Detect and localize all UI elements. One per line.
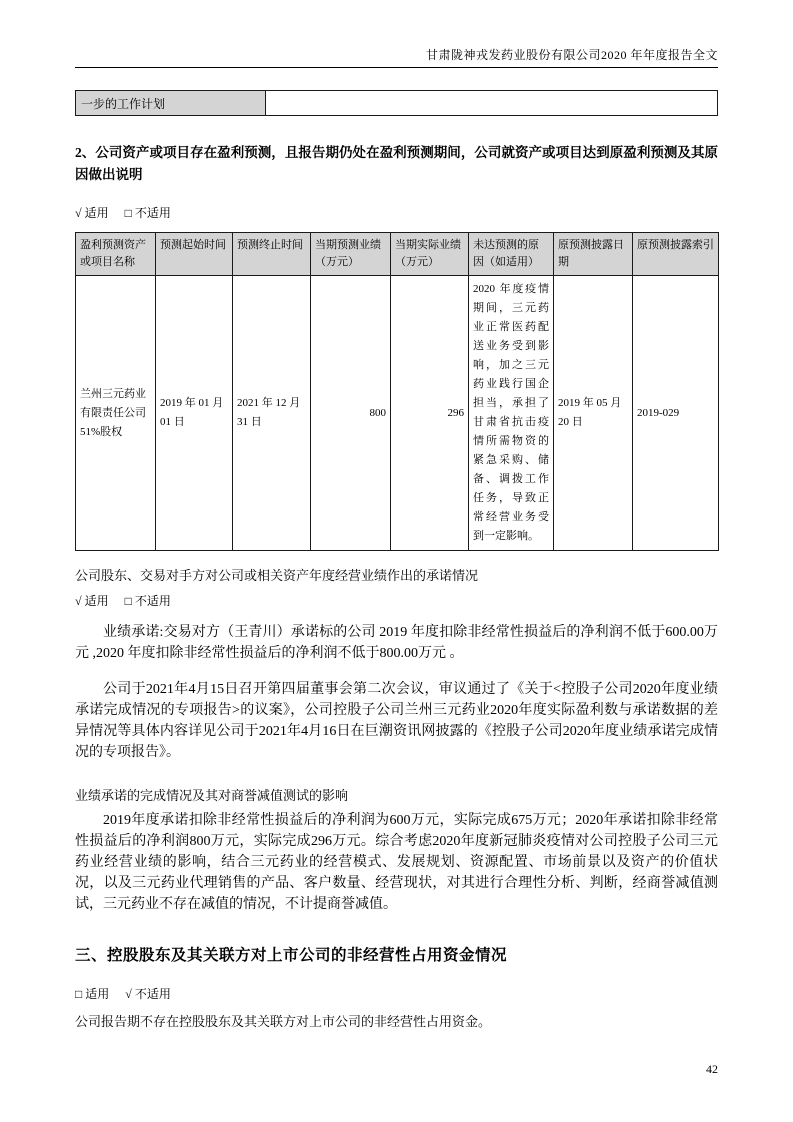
col-header-end-date: 预测终止时间 [233, 233, 311, 276]
actual-value-cell: 296 [391, 276, 469, 551]
col-header-asset: 盈利预测资产或项目名称 [76, 233, 156, 276]
page-content [75, 0, 718, 1030]
col-header-reason: 未达预测的原因（如适用） [469, 233, 554, 276]
col-header-start-date: 预测起始时间 [156, 233, 233, 276]
previous-section-table [75, 90, 718, 116]
not-applicable-checked-option: √ 不适用 [125, 987, 171, 1001]
col-header-disclosure-date: 原预测披露日期 [554, 233, 633, 276]
section-2-applicability [75, 204, 718, 221]
section-2-heading: 2、公司资产或项目存在盈利预测，且报告期仍处在盈利预测期间，公司就资产或项目达到原盈利预测及其原因做出说明 [75, 145, 718, 182]
profit-forecast-table [75, 232, 719, 551]
section-3-body: 公司报告期不存在控股股东及其关联方对上市公司的非经营性占用资金。 [75, 1014, 492, 1029]
prev-table-value-cell [266, 91, 718, 116]
commitment-para-2: 公司于2021年4月15日召开第四届董事会第二次会议，审议通过了《关于<控股子公司2020年度业绩承诺完成情况的专项报告>的议案》，公司控股子公司兰州三元药业2020年度实际盈利数与承诺数据的差异情况等具体内容详见公司于2021年4月16日在巨潮资讯网披露的《控股子公司2020年度业绩承诺完成情况的专项报告》。 [75, 682, 718, 760]
document-title: 甘肃陇神戎发药业股份有限公司2020 年年度报告全文 [425, 48, 718, 62]
table-row [76, 91, 718, 116]
prev-table-label-cell: 一步的工作计划 [76, 91, 266, 116]
section-3-heading: 三、控股股东及其关联方对上市公司的非经营性占用资金情况 [75, 947, 508, 964]
col-header-actual: 当期实际业绩（万元） [391, 233, 469, 276]
goodwill-para: 2019年度承诺扣除非经常性损益后的净利润为600万元，实际完成675万元；2020年承诺扣除非经常性损益后的净利润800万元，实际完成296万元。综合考虑2020年度新冠肺炎疫情对公司控股子公司三元药业经营业绩的影响，结合三元药业的经营模式、发展规划、资源配置、市场前景以及资产的价值状况，以及三元药业代理销售的产品、客户数量、经营现状，对其进行合理性分析、判断，经商誉减值测试，三元药业不存在减值的情况，不计提商誉减值。 [75, 813, 718, 912]
not-applicable-option: □ 不适用 [124, 594, 171, 608]
applicable-option: □ 适用 [75, 987, 110, 1001]
page-number: 42 [706, 1062, 718, 1076]
goodwill-subheading: 业绩承诺的完成情况及其对商誉减值测试的影响 [75, 788, 349, 803]
table-row [76, 276, 719, 551]
section-3-applicability [75, 985, 718, 1002]
asset-name-cell: 兰州三元药业有限责任公司51%股权 [76, 276, 156, 551]
end-date-cell: 2021 年 12 月 31 日 [233, 276, 311, 551]
disclosure-index-cell: 2019-029 [633, 276, 719, 551]
forecast-value-cell: 800 [311, 276, 391, 551]
table-header-row [76, 233, 719, 276]
reason-cell: 2020 年度疫情期间，三元药业正常医药配送业务受到影响，加之三元药业践行国企担当，承担了甘肃省抗击疫情所需物资的紧急采购、储备、调拨工作任务，导致正常经营业务受到一定影响。 [469, 276, 554, 551]
not-applicable-option: □ 不适用 [124, 206, 171, 220]
commitment-para-1: 业绩承诺:交易对方（王青川）承诺标的公司 2019 年度扣除非经常性损益后的净利润不低于600.00万元 ,2020 年度扣除非经常性损益后的净利润不低于800.00万元 。 [75, 625, 718, 661]
start-date-cell: 2019 年 01 月 01 日 [156, 276, 233, 551]
applicable-checked-option: √ 适用 [75, 206, 109, 220]
page-header [75, 0, 718, 68]
commitment-applicability [75, 592, 718, 609]
applicable-checked-option: √ 适用 [75, 594, 109, 608]
disclosure-date-cell: 2019 年 05 月 20 日 [554, 276, 633, 551]
commitment-intro: 公司股东、交易对手方对公司或相关资产年度经营业绩作出的承诺情况 [75, 568, 479, 583]
col-header-forecast: 当期预测业绩（万元） [311, 233, 391, 276]
col-header-disclosure-index: 原预测披露索引 [633, 233, 719, 276]
